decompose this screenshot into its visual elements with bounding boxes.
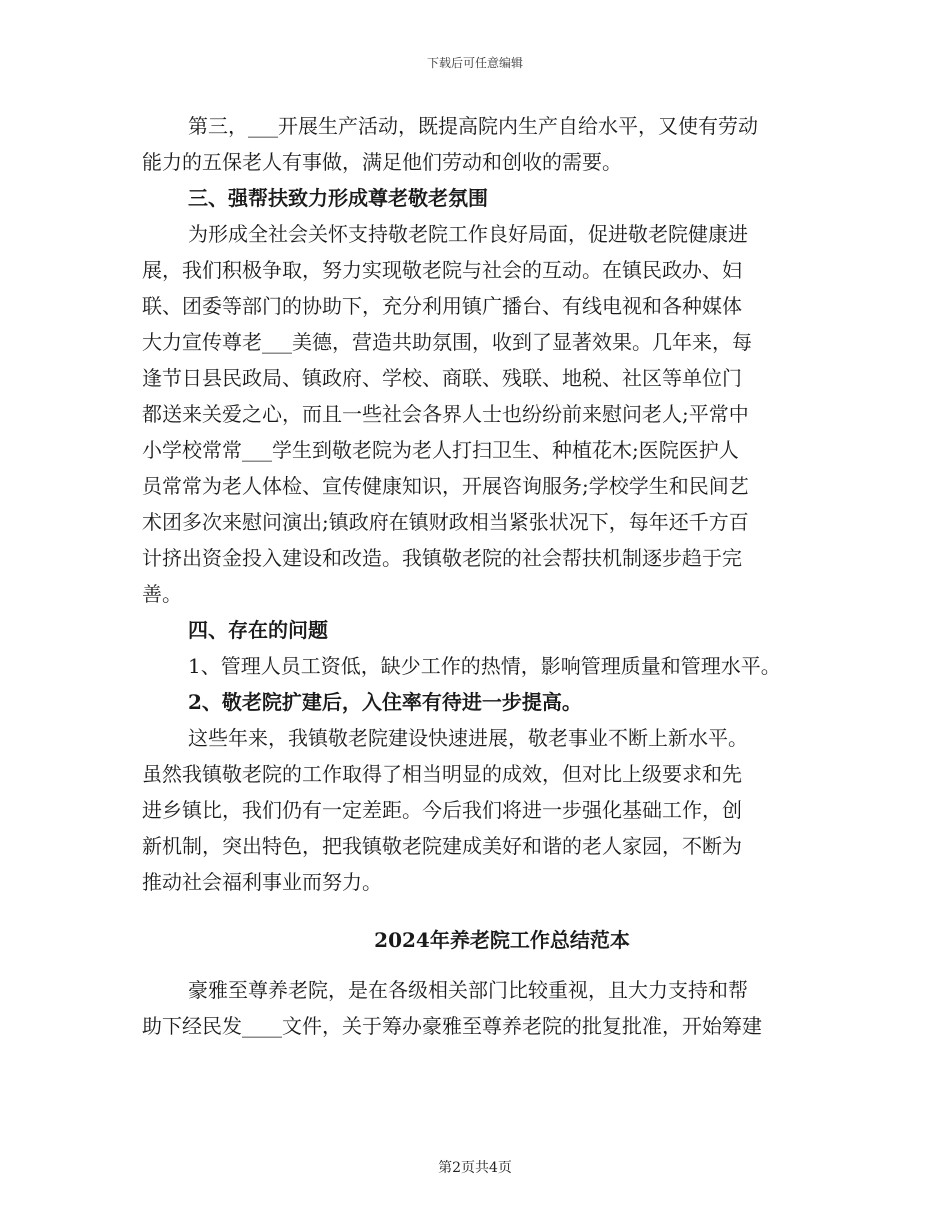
text-line: 能力的五保老人有事做，满足他们劳动和创收的需要。 [142, 150, 622, 174]
section-heading: 三、强帮扶致力形成尊老敬老氛围 [188, 186, 488, 210]
section-heading: 四、存在的问题 [188, 618, 328, 642]
paragraphs-section-a [142, 108, 822, 900]
text-line: 联、团委等部门的协助下，充分利用镇广播台、有线电视和各种媒体 [142, 294, 742, 318]
page-header: 下载后可任意编辑 [426, 56, 523, 70]
document-body [142, 108, 822, 1044]
text-line: 推动社会福利事业而努力。 [142, 870, 382, 894]
text-line: 大力宣传尊老___美德，营造共助氛围，收到了显著效果。几年来，每 [142, 330, 752, 354]
text-line: 第三，___开展生产活动，既提高院内生产自给水平，又使有劳动 [188, 114, 758, 138]
text-line: 逢节日县民政局、镇政府、学校、商联、残联、地税、社区等单位门 [142, 366, 742, 390]
text-line: 新机制，突出特色，把我镇敬老院建成美好和谐的老人家园，不断为 [142, 834, 742, 858]
text-line: 小学校常常___学生到敬老院为老人打扫卫生、种植花木;医院医护人 [142, 438, 739, 462]
text-line: 虽然我镇敬老院的工作取得了相当明显的成效，但对比上级要求和先 [142, 762, 742, 786]
text-line: 都送来关爱之心，而且一些社会各界人士也纷纷前来慰问老人;平常中 [142, 402, 749, 426]
text-line: 展，我们积极争取，努力实现敬老院与社会的互动。在镇民政办、妇 [142, 258, 742, 282]
text-line: 豪雅至尊养老院，是在各级相关部门比较重视，且大力支持和帮 [188, 978, 748, 1002]
text-line: 1、管理人员工资低，缺少工作的热情，影响管理质量和管理水平。 [188, 654, 781, 678]
text-line: 这些年来，我镇敬老院建设快速进展，敬老事业不断上新水平。 [188, 726, 748, 750]
document-title: 2024年养老院工作总结范本 [374, 928, 630, 952]
text-line: 善。 [142, 582, 182, 606]
section-heading: 2、敬老院扩建后，入住率有待进一步提高。 [188, 690, 582, 714]
text-line: 员常常为老人体检、宣传健康知识，开展咨询服务;学校学生和民间艺 [142, 474, 749, 498]
page-footer: 第2页共4页 [438, 1160, 512, 1176]
text-line: 进乡镇比，我们仍有一定差距。今后我们将进一步强化基础工作，创 [142, 798, 742, 822]
text-line: 助下经民发____文件，关于筹办豪雅至尊养老院的批复批准，开始筹建 [142, 1014, 762, 1038]
text-line: 术团多次来慰问演出;镇政府在镇财政相当紧张状况下，每年还千方百 [142, 510, 749, 534]
paragraphs-section-b [142, 972, 822, 1044]
text-line: 为形成全社会关怀支持敬老院工作良好局面，促进敬老院健康进 [188, 222, 748, 246]
text-line: 计挤出资金投入建设和改造。我镇敬老院的社会帮扶机制逐步趋于完 [142, 546, 742, 570]
